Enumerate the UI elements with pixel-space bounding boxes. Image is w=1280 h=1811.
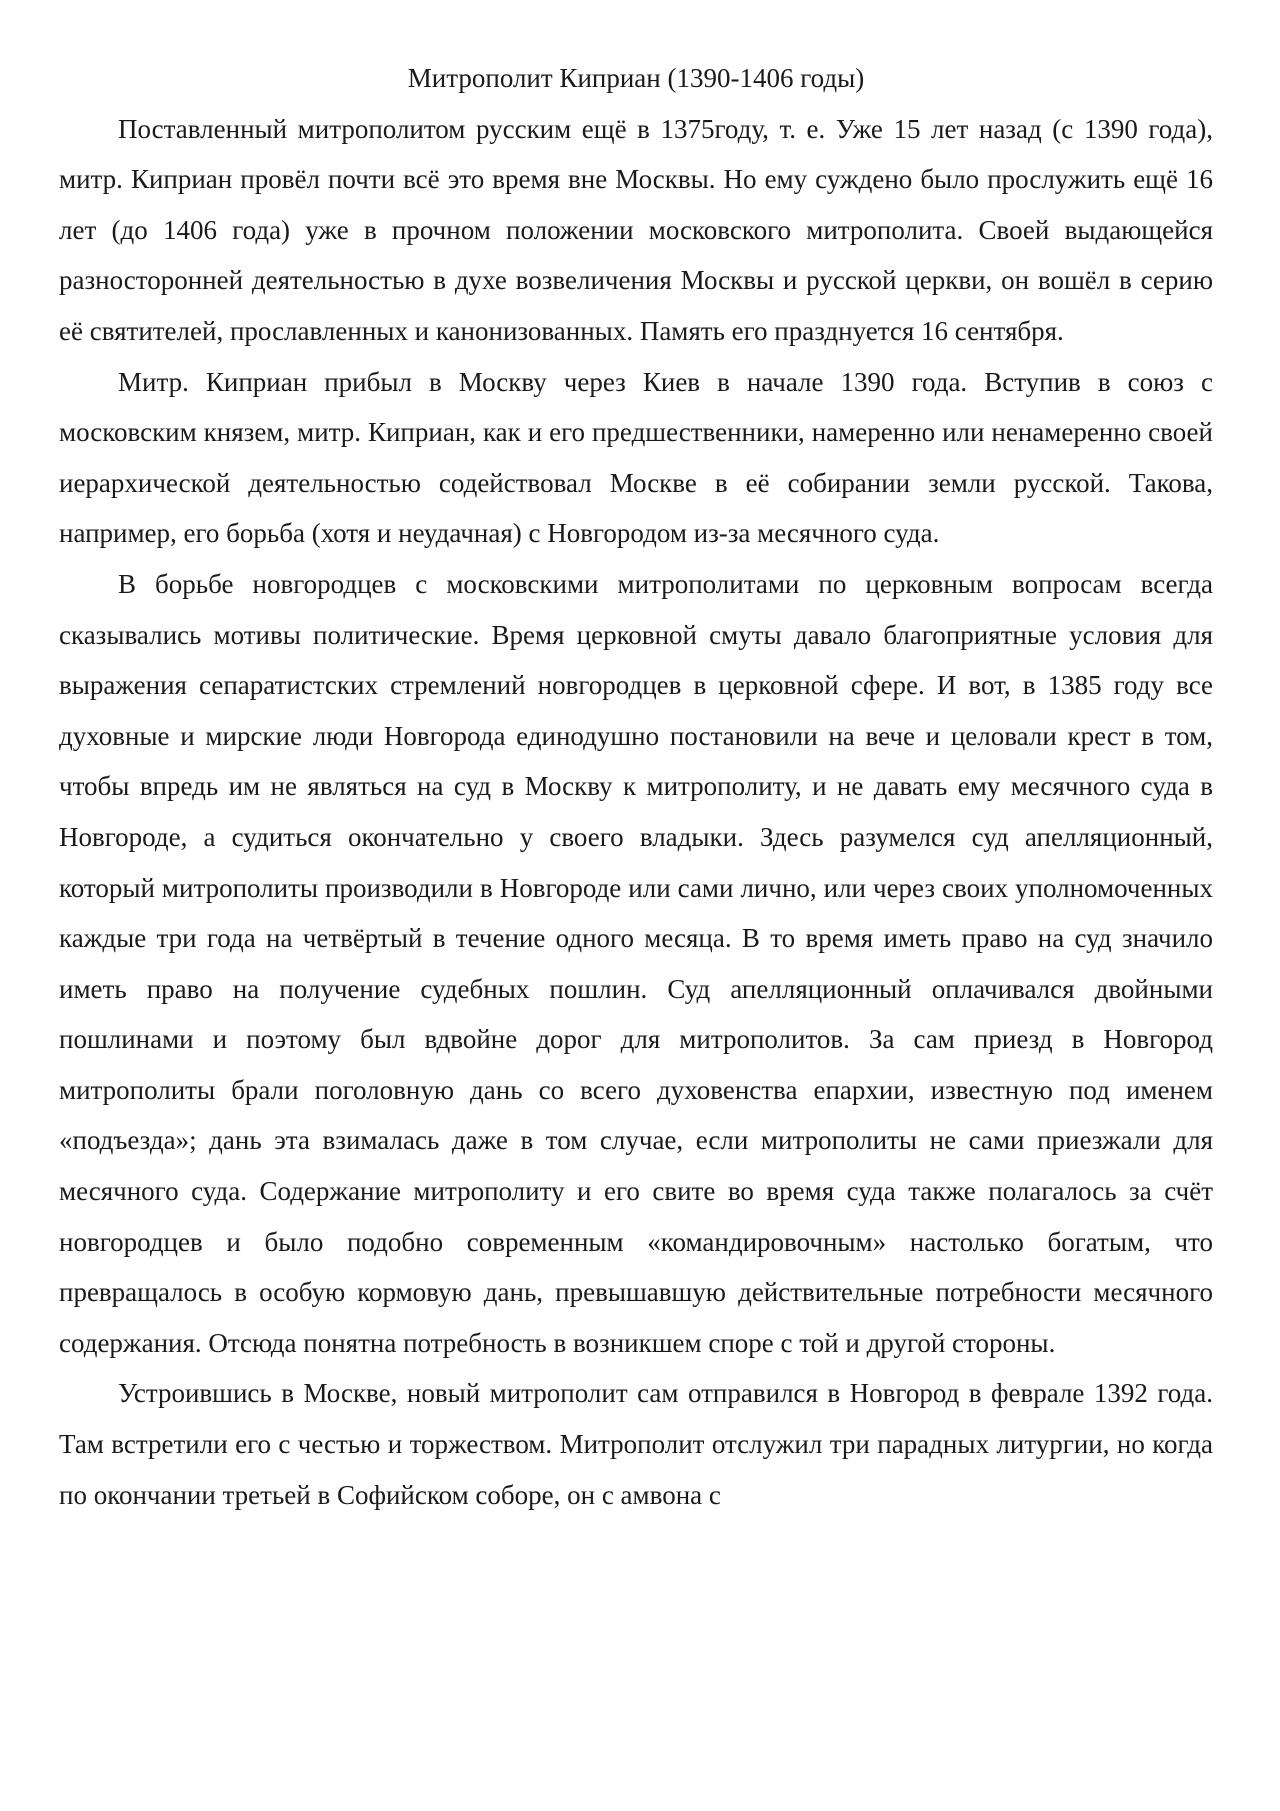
document-title: Митрополит Киприан (1390-1406 годы) — [407, 63, 865, 93]
paragraph-2: Митр. Киприан прибыл в Москву через Киев в начале 1390 года. Вступив в союз с московским князем, митр. Киприан, как и его предшественники, намеренно или ненамеренно своей иерархической деятельностью содействовал Москве в её собирании земли русской. Такова, например, его борьба (хотя и неудачная) с Новгородом из-за месячного суда. — [59, 366, 1213, 549]
paragraph-1: Поставленный митрополитом русским ещё в 1375году, т. е. Уже 15 лет назад (с 1390 года), митр. Киприан провёл почти всё это время вне Москвы. Но ему суждено было прослужить ещё 16 лет (до 1406 года) уже в прочном положении московского митрополита. Своей выдающейся разносторонней деятельностью в духе возвеличения Москвы и русской церкви, он вошёл в серию её святителей, прославленных и канонизованных. Память его празднуется 16 сентября. — [59, 113, 1213, 346]
document-body — [59, 53, 1213, 1520]
paragraph-4: Устроившись в Москве, новый митрополит сам отправился в Новгород в феврале 1392 года. Там встретили его с честью и торжеством. Митрополит отслужил три парадных литургии, но когда по окончании третьей в Софийском соборе, он с амвона с — [59, 1378, 1213, 1510]
paragraph-3: В борьбе новгородцев с московскими митрополитами по церковным вопросам всегда сказывались мотивы политические. Время церковной смуты давало благоприятные условия для выражения сепаратистских стремлений новгородцев в церковной сфере. И вот, в 1385 году все духовные и мирские люди Новгорода единодушно постановили на вече и целовали крест в том, чтобы впредь им не являться на суд в Москву к митрополиту, и не давать ему месячного суда в Новгороде, а судиться окончательно у своего владыки. Здесь разумелся суд апелляционный, который митрополиты производили в Новгороде или сами лично, или через своих уполномоченных каждые три года на четвёртый в течение одного месяца. В то время иметь право на суд значило иметь право на получение судебных пошлин. Суд апелляционный оплачивался двойными пошлинами и поэтому был вдвойне дорог для митрополитов. За сам приезд в Новгород митрополиты брали поголовную дань со всего духовенства епархии, известную под именем «подъезда»; дань эта взималась даже в том случае, если митрополиты не сами приезжали для месячного суда. Содержание митрополиту и его свите во время суда также полагалось за счёт новгородцев и было подобно современным «командировочным» настолько богатым, что превращалось в особую кормовую дань, превышавшую действительные потребности месячного содержания. Отсюда понятна потребность в возникшем споре с той и другой стороны. — [59, 568, 1213, 1358]
